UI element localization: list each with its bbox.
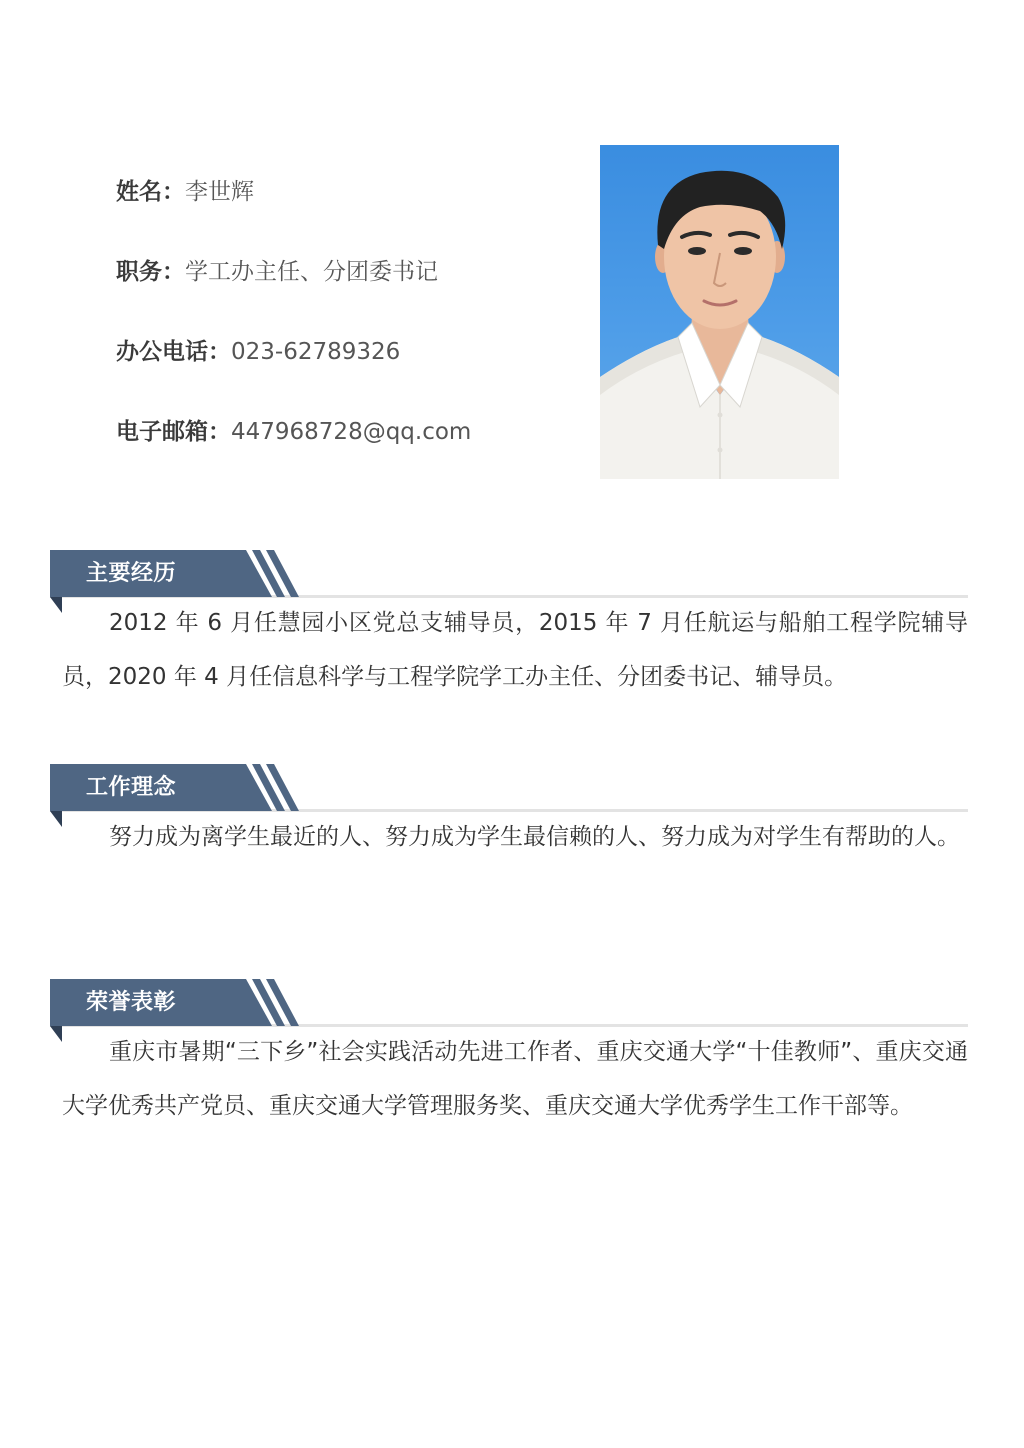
philosophy-section	[50, 764, 968, 882]
name-row	[116, 170, 576, 250]
phone-value: 023-62789326	[231, 339, 401, 365]
phone-label: 办公电话：	[116, 339, 231, 365]
position-row	[116, 250, 576, 330]
phone-row	[116, 330, 576, 410]
position-value: 学工办主任、分团委书记	[185, 259, 438, 285]
section-title: 工作理念	[86, 775, 177, 800]
position-label: 职务：	[116, 259, 185, 285]
email-row	[116, 410, 576, 490]
name-value: 李世辉	[185, 179, 254, 205]
portrait-illustration	[600, 145, 839, 479]
section-body: 重庆市暑期“三下乡”社会实践活动先进工作者、重庆交通大学“十佳教师”、重庆交通大学优秀共产党员、重庆交通大学管理服务奖、重庆交通大学优秀学生工作干部等。	[62, 1039, 968, 1119]
portrait-photo	[600, 145, 839, 479]
section-title: 荣誉表彰	[86, 990, 177, 1015]
name-label: 姓名：	[116, 179, 185, 205]
email-label: 电子邮箱：	[116, 419, 231, 445]
section-title: 主要经历	[86, 561, 177, 586]
email-value: 447968728@qq.com	[231, 419, 472, 445]
section-body: 努力成为离学生最近的人、努力成为学生最信赖的人、努力成为对学生有帮助的人。	[109, 824, 960, 850]
honors-section	[50, 979, 968, 1151]
section-body: 2012 年 6 月任慧园小区党总支辅导员，2015 年 7 月任航运与船舶工程学院辅导员，2020 年 4 月任信息科学与工程学院学工办主任、分团委书记、辅导员。	[62, 610, 968, 690]
experience-section	[50, 550, 968, 722]
profile-info	[116, 170, 576, 490]
